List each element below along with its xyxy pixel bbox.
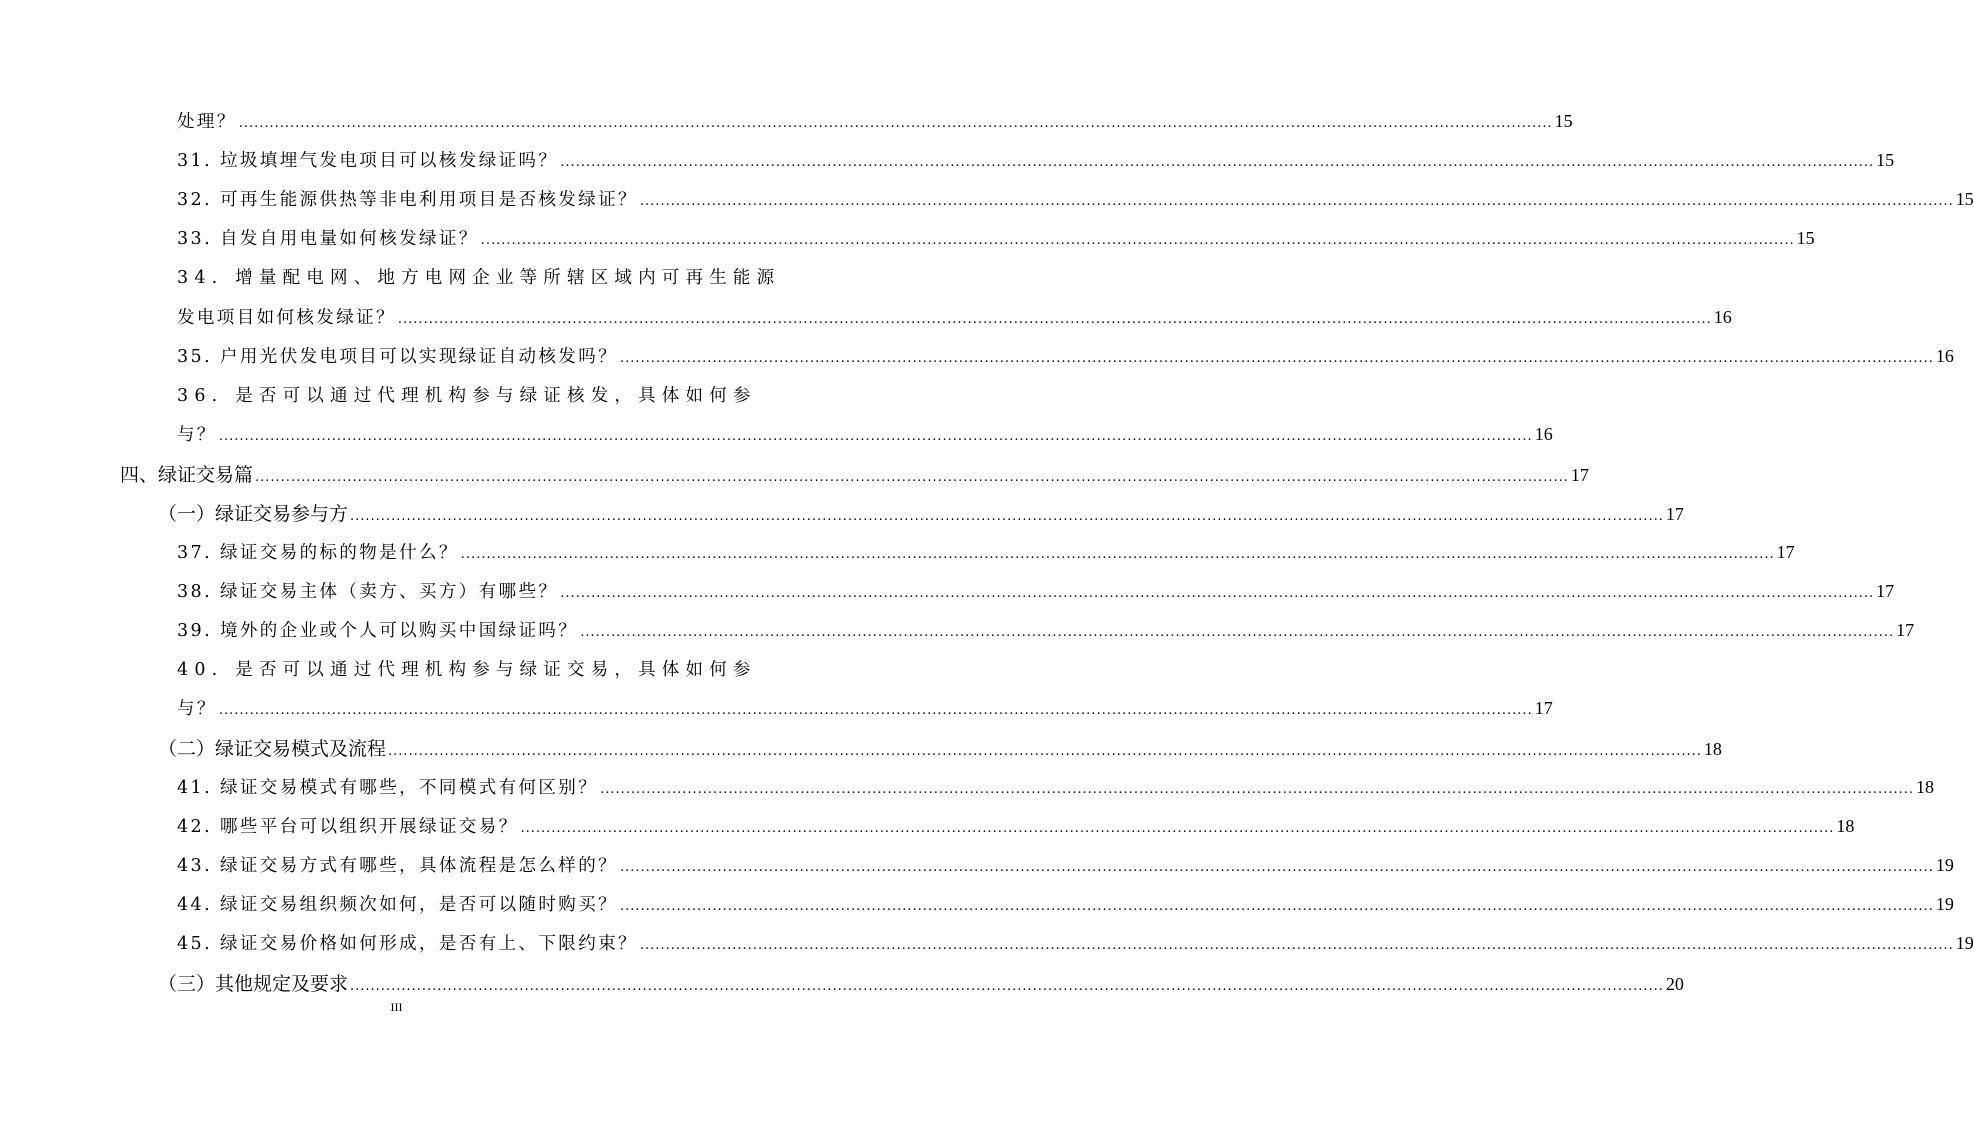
- toc-page-number: 18: [1703, 739, 1722, 759]
- toc-entry-41[interactable]: [177, 774, 1934, 800]
- toc-entry-label: 39. 境外的企业或个人可以购买中国绿证吗？: [177, 621, 579, 641]
- toc-entry-label: 处理？: [177, 112, 237, 132]
- toc-page-number: 16: [1534, 424, 1553, 444]
- toc-entry-42[interactable]: [177, 813, 1855, 839]
- dot-leader: [350, 509, 1664, 524]
- dot-leader: [481, 233, 1795, 248]
- toc-entry-44[interactable]: [177, 891, 1954, 917]
- toc-section-label: （二）绿证交易模式及流程: [158, 738, 387, 760]
- toc-page-number: 17: [1776, 542, 1795, 562]
- dot-leader: [560, 586, 1874, 601]
- page-footer-number: III: [390, 1000, 403, 1014]
- toc-entry-40[interactable]: [177, 695, 1553, 721]
- toc-entry-label: 发电项目如何核发绿证？: [177, 308, 396, 328]
- toc-entry-40-line1[interactable]: 40. 是否可以通过代理机构参与绿证交易，具体如何参: [177, 660, 757, 680]
- dot-leader: [620, 351, 1934, 366]
- toc-entry-35[interactable]: [177, 343, 1954, 369]
- toc-entry-label: 32. 可再生能源供热等非电利用项目是否核发绿证？: [177, 190, 638, 210]
- toc-page-number: 17: [1876, 581, 1895, 601]
- toc-section-4-3[interactable]: [158, 969, 1684, 995]
- toc-entry-31[interactable]: [177, 147, 1895, 173]
- dot-leader: [461, 547, 1775, 562]
- dot-leader: [255, 470, 1569, 485]
- toc-page-number: 15: [1554, 111, 1573, 131]
- toc-section-label: （一）绿证交易参与方: [158, 503, 349, 525]
- dot-leader: [398, 312, 1712, 327]
- toc-page-number: 16: [1935, 346, 1954, 366]
- toc-entry-38[interactable]: [177, 578, 1895, 604]
- toc-entry-43[interactable]: [177, 852, 1954, 878]
- dot-leader: [620, 860, 1934, 875]
- toc-entry-label: 41. 绿证交易模式有哪些，不同模式有何区别？: [177, 778, 599, 798]
- toc-section-4-1[interactable]: [158, 499, 1684, 525]
- toc-page-number: 18: [1915, 777, 1934, 797]
- toc-entry-33[interactable]: [177, 225, 1815, 251]
- toc-entry-label: 与？: [177, 425, 217, 445]
- toc-entry-36-line1[interactable]: 36. 是否可以通过代理机构参与绿证核发，具体如何参: [177, 386, 757, 406]
- dot-leader: [560, 155, 1874, 170]
- toc-section-label: （三）其他规定及要求: [158, 973, 349, 995]
- dot-leader: [388, 744, 1702, 759]
- toc-chapter-label: 四、绿证交易篇: [120, 464, 254, 486]
- toc-page-number: 19: [1935, 855, 1954, 875]
- dot-leader: [219, 429, 1533, 444]
- dot-leader: [600, 782, 1914, 797]
- toc-entry-30-continued[interactable]: [177, 108, 1573, 134]
- dot-leader: [620, 899, 1934, 914]
- toc-page-number: 15: [1955, 189, 1974, 209]
- toc-entry-34-line1[interactable]: 34. 增量配电网、地方电网企业等所辖区域内可再生能源: [177, 268, 781, 288]
- toc-entry-45[interactable]: [177, 930, 1974, 956]
- dot-leader: [521, 821, 1835, 836]
- toc-entry-label: 与？: [177, 699, 217, 719]
- toc-entry-36[interactable]: [177, 421, 1553, 447]
- toc-page-number: 15: [1796, 228, 1815, 248]
- toc-page-number: 15: [1876, 150, 1895, 170]
- toc-entry-37[interactable]: [177, 539, 1795, 565]
- toc-page-number: 17: [1570, 465, 1589, 485]
- toc-page-number: 19: [1935, 894, 1954, 914]
- toc-page-number: 17: [1896, 620, 1915, 640]
- dot-leader: [580, 625, 1894, 640]
- toc-entry-label: 35. 户用光伏发电项目可以实现绿证自动核发吗？: [177, 347, 618, 367]
- toc-entry-32[interactable]: [177, 186, 1974, 212]
- dot-leader: [219, 703, 1533, 718]
- toc-chapter-4[interactable]: [120, 460, 1589, 486]
- toc-entry-label: 42. 哪些平台可以组织开展绿证交易？: [177, 817, 519, 837]
- toc-page-number: 17: [1665, 504, 1684, 524]
- toc-entry-34[interactable]: [177, 304, 1732, 330]
- toc-entry-label: 44. 绿证交易组织频次如何，是否可以随时购买？: [177, 895, 618, 915]
- toc-entry-label: 43. 绿证交易方式有哪些，具体流程是怎么样的？: [177, 856, 618, 876]
- toc-section-4-2[interactable]: [158, 734, 1722, 760]
- dot-leader: [350, 979, 1664, 994]
- toc-page-number: 16: [1713, 307, 1732, 327]
- toc-page-number: 17: [1534, 698, 1553, 718]
- toc-page-number: 20: [1665, 974, 1684, 994]
- toc-entry-label: 38. 绿证交易主体（卖方、买方）有哪些？: [177, 582, 559, 602]
- toc-entry-label: 37. 绿证交易的标的物是什么？: [177, 543, 459, 563]
- toc-entry-label: 45. 绿证交易价格如何形成，是否有上、下限约束？: [177, 934, 638, 954]
- toc-entry-39[interactable]: [177, 617, 1915, 643]
- toc-page-number: 19: [1955, 933, 1974, 953]
- dot-leader: [640, 194, 1954, 209]
- toc-entry-label: 31. 垃圾填埋气发电项目可以核发绿证吗？: [177, 151, 559, 171]
- dot-leader: [239, 116, 1553, 131]
- dot-leader: [640, 938, 1954, 953]
- toc-entry-label: 33. 自发自用电量如何核发绿证？: [177, 229, 479, 249]
- toc-page-number: 18: [1836, 816, 1855, 836]
